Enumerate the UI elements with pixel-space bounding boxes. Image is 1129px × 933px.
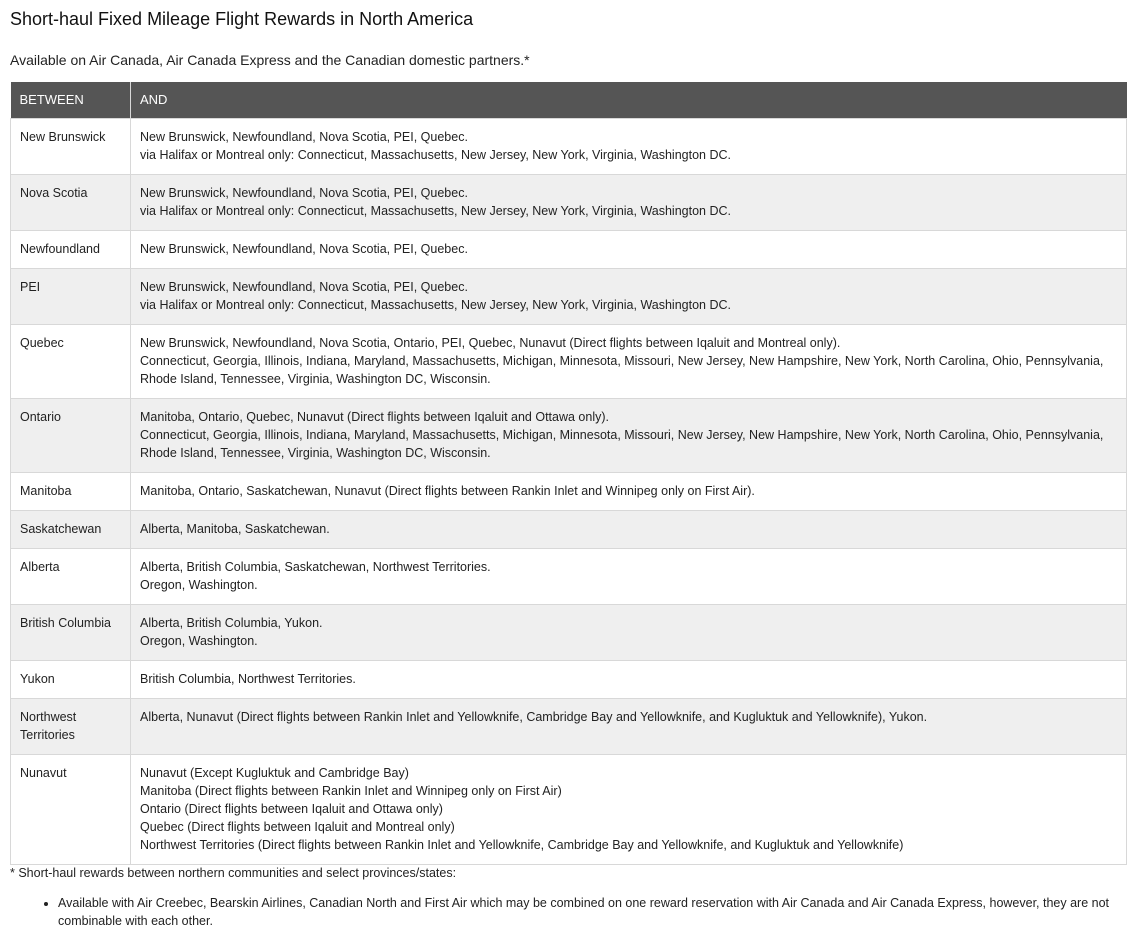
destinations-cell [131,230,1127,268]
table-row [11,472,1127,510]
destination-line: Manitoba, Ontario, Quebec, Nunavut (Direct flights between Iqaluit and Ottawa only). [140,409,609,424]
region-cell: Manitoba [11,472,131,510]
destination-line: Northwest Territories (Direct flights between Rankin Inlet and Yellowknife, Cambridge Bay and Yellowknife, and Kugluktuk and Yellowknife) [140,837,904,852]
destinations-cell [131,754,1127,864]
destinations-cell [131,548,1127,604]
table-row [11,118,1127,174]
destination-line: British Columbia, Northwest Territories. [140,671,356,686]
page-subtitle: Available on Air Canada, Air Canada Express and the Canadian domestic partners.* [10,52,530,68]
table-row [11,174,1127,230]
table-row [11,230,1127,268]
region-cell: Northwest Territories [11,698,131,754]
destination-line: Alberta, British Columbia, Saskatchewan, Northwest Territories. [140,559,491,574]
destination-line: Oregon, Washington. [140,577,258,592]
table-row [11,324,1127,398]
destinations-cell [131,268,1127,324]
destination-line: Connecticut, Georgia, Illinois, Indiana, Maryland, Massachusetts, Michigan, Minnesota, Missouri, New Jersey, New Hampshire, New York, North Carolina, Ohio, Pennsylvania, Rhode Island, Tennessee, Virginia, Washington DC, Wisconsin. [140,427,1104,460]
destination-line: via Halifax or Montreal only: Connecticut, Massachusetts, New Jersey, New York, Virginia, Washington DC. [140,203,731,218]
destination-line: New Brunswick, Newfoundland, Nova Scotia, PEI, Quebec. [140,279,468,294]
region-cell: New Brunswick [11,118,131,174]
footnote-bullet: • Available with Air Creebec, Bearskin Airlines, Canadian North and First Air which may be combined on one reward reservation with Air Canada and Air Canada Express, however, they are not combinable with each other. [58,894,1120,930]
destination-line: New Brunswick, Newfoundland, Nova Scotia, PEI, Quebec. [140,185,468,200]
region-cell: Saskatchewan [11,510,131,548]
table-body [11,118,1127,864]
page-title: Short-haul Fixed Mileage Flight Rewards in North America [10,9,474,29]
table-row [11,604,1127,660]
destination-line: Alberta, British Columbia, Yukon. [140,615,323,630]
destination-line: Oregon, Washington. [140,633,258,648]
destination-line: New Brunswick, Newfoundland, Nova Scotia, PEI, Quebec. [140,241,468,256]
destinations-cell [131,604,1127,660]
table-row [11,268,1127,324]
table-row [11,754,1127,864]
footnote-list [10,894,1120,930]
region-cell: British Columbia [11,604,131,660]
table-row [11,398,1127,472]
header-and: AND [131,82,1127,118]
destination-line: Connecticut, Georgia, Illinois, Indiana, Maryland, Massachusetts, Michigan, Minnesota, Missouri, New Jersey, New Hampshire, New York, North Carolina, Ohio, Pennsylvania, Rhode Island, Tennessee, Virginia, Washington DC, Wisconsin. [140,353,1104,386]
destinations-cell [131,510,1127,548]
rewards-table [10,82,1127,865]
region-cell: PEI [11,268,131,324]
destination-line: Quebec (Direct flights between Iqaluit and Montreal only) [140,819,455,834]
destination-line: Manitoba, Ontario, Saskatchewan, Nunavut (Direct flights between Rankin Inlet and Winnipeg only on First Air). [140,483,755,498]
table-header-row [11,82,1127,118]
destination-line: New Brunswick, Newfoundland, Nova Scotia, PEI, Quebec. [140,129,468,144]
header-between: BETWEEN [11,82,131,118]
region-cell: Quebec [11,324,131,398]
destinations-cell [131,472,1127,510]
destinations-cell [131,324,1127,398]
destination-line: Alberta, Manitoba, Saskatchewan. [140,521,330,536]
table-row [11,510,1127,548]
destination-line: Ontario (Direct flights between Iqaluit and Ottawa only) [140,801,443,816]
region-cell: Nova Scotia [11,174,131,230]
region-cell: Nunavut [11,754,131,864]
destinations-cell [131,660,1127,698]
region-cell: Yukon [11,660,131,698]
table-row [11,548,1127,604]
destination-line: Alberta, Nunavut (Direct flights between Rankin Inlet and Yellowknife, Cambridge Bay and Yellowknife, and Kugluktuk and Yellowknife), Yukon. [140,709,928,724]
destination-line: Manitoba (Direct flights between Rankin Inlet and Winnipeg only on First Air) [140,783,562,798]
destinations-cell [131,174,1127,230]
footnote: * Short-haul rewards between northern communities and select provinces/states: [10,866,457,880]
destinations-cell [131,118,1127,174]
destinations-cell [131,398,1127,472]
destination-line: via Halifax or Montreal only: Connecticut, Massachusetts, New Jersey, New York, Virginia, Washington DC. [140,297,731,312]
destination-line: via Halifax or Montreal only: Connecticut, Massachusetts, New Jersey, New York, Virginia, Washington DC. [140,147,731,162]
region-cell: Alberta [11,548,131,604]
table-row [11,660,1127,698]
destination-line: New Brunswick, Newfoundland, Nova Scotia, Ontario, PEI, Quebec, Nunavut (Direct flights between Iqaluit and Montreal only). [140,335,841,350]
destination-line: Nunavut (Except Kugluktuk and Cambridge Bay) [140,765,409,780]
region-cell: Ontario [11,398,131,472]
region-cell: Newfoundland [11,230,131,268]
table-row [11,698,1127,754]
destinations-cell [131,698,1127,754]
